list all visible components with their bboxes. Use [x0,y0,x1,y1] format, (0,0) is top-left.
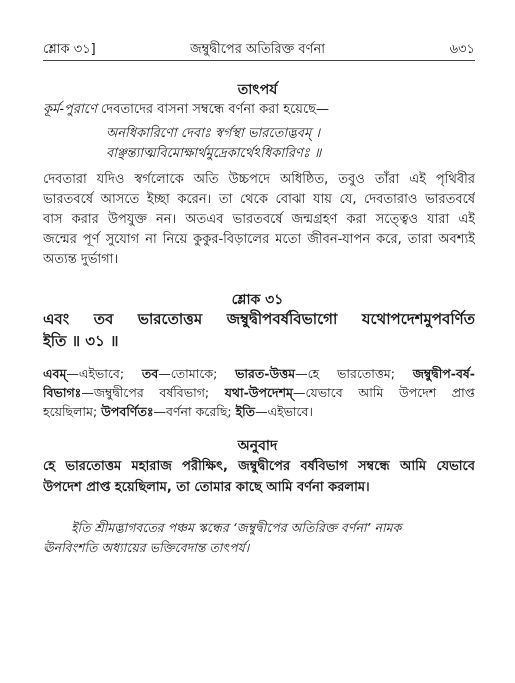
paragraph-line: দেবতারা যদিও স্বর্গলোকে অতি উচ্চপদে অধিষ্ঠিত, তবুও তাঁরা এই পৃথিবীর [43,172,475,187]
verse-heading: শ্লোক ৩১ [231,292,284,308]
synonym-meaning: —যেভাবে আমি উপদেশ প্রাপ্ত [292,385,475,400]
paragraph-line: ভারতবর্ষে আসতে ইচ্ছা করেন। তা থেকে বোঝা যায় যে, দেবতারাও ভারতবর্ষে [43,192,475,207]
purport-intro-source: কূর্ম-পুরাণে [43,102,97,117]
synonym-meaning: —এইভাবে; [66,366,142,381]
synonym-meaning: —তোমাকে; [158,366,236,381]
paragraph-line: অত্যন্ত দুর্ভাগা। [43,252,119,267]
paragraph-line: জন্মের পূর্ণ সুযোগ না নিয়ে কুকুর-বিড়ালের মতো জীবন-যাপন করে, তারা অবশ্যই [43,232,475,247]
synonym-meaning: —হে ভারতোত্তম; [295,366,413,381]
translation-line: হে ভারতোত্তম মহারাজ পরীক্ষিৎ, জম্বুদ্বীপের বর্ষবিভাগ সম্বন্ধে আমি যেভাবে [43,459,475,474]
synonym-meaning: হয়েছিলাম; [43,404,102,419]
synonym-line [43,364,475,383]
synonym-term: জম্বুদ্বীপ-বর্ষ- [412,366,475,381]
translation-line: উপদেশ প্রাপ্ত হয়েছিলাম, তা তোমার কাছে আমি বর্ণনা করলাম। [43,480,370,495]
sanskrit-quote [106,124,486,164]
purport-paragraph [43,170,475,270]
colophon-line: ঊনবিংশতি অধ্যায়ের ভক্তিবেদান্ত তাৎপর্য। [43,540,250,555]
running-head-verse-ref: শ্লোক ৩১] [43,42,96,57]
purport-intro [43,100,475,120]
quote-line: বাঞ্ছন্ত্যাত্মবিমোক্ষার্থমুদ্রেকার্থেঽধিকারিণঃ ॥ [106,146,322,161]
purport-intro-text: দেবতাদের বাসনা সম্বন্ধে বর্ণনা করা হয়েছে— [96,102,330,117]
synonym-term: উপবর্ণিতঃ [101,404,154,419]
translation-text [43,456,475,498]
synonym-term: এবম্ [43,366,67,381]
colophon-line: ইতি শ্রীমদ্ভাগবতের পঞ্চম স্কন্ধের ‘জম্বুদ্বীপের অতিরিক্ত বর্ণনা’ নামক [71,520,402,535]
verse-line: ইতি ॥ ৩১ ॥ [43,332,119,350]
synonym-term: ইতি [235,404,256,419]
quote-line: অনধিকারিণো দেবাঃ স্বর্গস্থা ভারতোদ্ভবম্ । [106,126,321,141]
verse-line: এবং তব ভারতোত্তম জম্বুদ্বীপবর্ষবিভাগো যথোপদেশমুপবর্ণিত [43,310,475,328]
page-number: ৬৩১ [449,42,475,57]
synonym-meaning: —জম্বুদ্বীপের বর্ষবিভাগ; [81,385,225,400]
header-rule [43,60,475,61]
synonym-term: বিভাগঃ [43,385,82,400]
running-head-title: জম্বুদ্বীপের অতিরিক্ত বর্ণনা [189,42,326,57]
verse-text [43,308,475,352]
synonym-term: যথা-উপদেশম্ [224,385,293,400]
synonym-meaning: —বর্ণনা করেছি; [153,404,236,419]
synonym-line [43,383,475,402]
synonym-line [43,402,475,421]
purport-heading: তাৎপর্য [237,82,278,98]
chapter-colophon [43,518,475,558]
synonym-meaning: —এইভাবে। [255,404,313,419]
translation-heading: অনুবাদ [237,438,278,454]
synonym-term: ভারত-উত্তম [235,366,296,381]
word-for-word-synonyms [43,364,475,421]
synonym-term: তব [141,366,159,381]
paragraph-line: বাস করার উপযুক্ত নন। অতএব ভারতবর্ষে জন্মগ্রহণ করা সত্ত্বেও যারা এই [43,212,475,227]
